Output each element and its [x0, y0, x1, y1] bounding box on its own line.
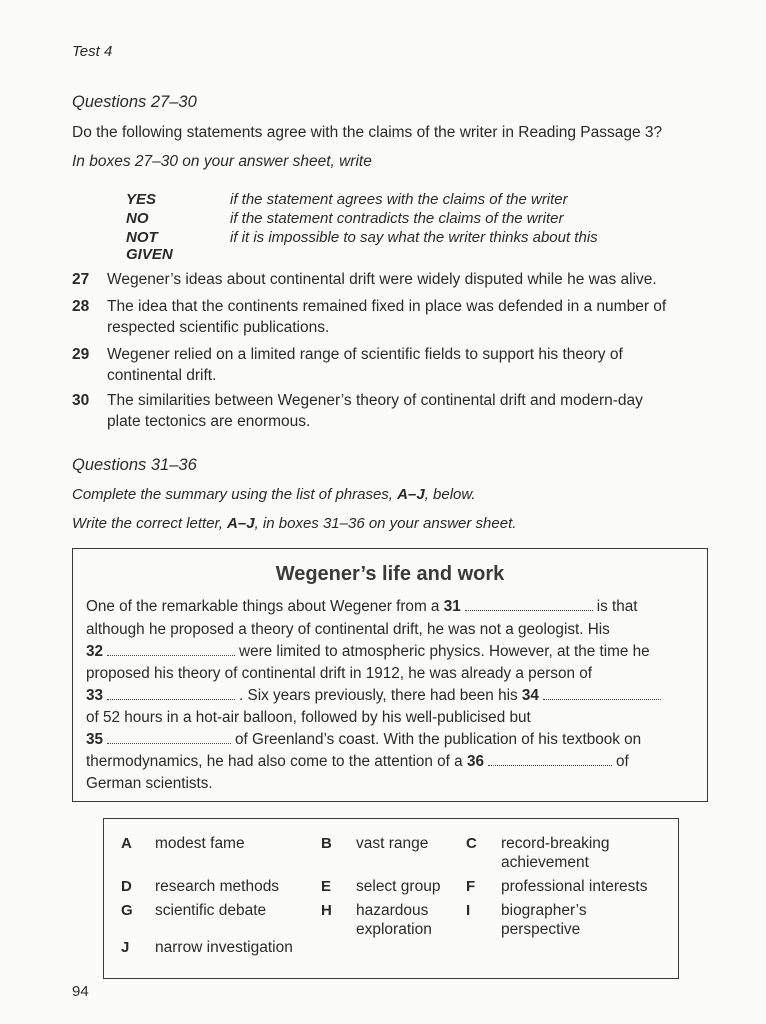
statement-line: continental drift.	[107, 367, 217, 384]
option-c	[501, 834, 610, 872]
option-text: achievement	[501, 854, 589, 871]
summary-line	[86, 643, 650, 661]
option-letter: G	[121, 902, 133, 919]
summary-line: proposed his theory of continental drift in 1912, he was already a person of	[86, 665, 592, 682]
answer-gap-31[interactable]	[465, 609, 593, 611]
option-text: perspective	[501, 921, 581, 938]
instruction-text: Write the correct letter,	[72, 515, 228, 532]
statement-number: 27	[72, 271, 90, 288]
option-g	[155, 901, 266, 920]
gap-number: 33	[86, 687, 104, 704]
option-letter: E	[321, 878, 332, 895]
option-d	[155, 877, 279, 896]
option-text: select group	[356, 878, 441, 895]
answer-gap-35[interactable]	[107, 742, 231, 744]
summary-line: German scientists.	[86, 775, 213, 792]
summary-line: of 52 hours in a hot-air balloon, followed by his well-publicised but	[86, 709, 531, 726]
option-text: exploration	[356, 921, 432, 938]
option-text: record-breaking	[501, 835, 610, 852]
statement-line: Wegener’s ideas about continental drift were widely disputed while he was alive.	[107, 271, 657, 288]
option-j	[155, 938, 293, 957]
option-f	[501, 877, 647, 896]
option-letter: B	[321, 835, 332, 852]
summary-text: One of the remarkable things about Wegener from a	[86, 598, 440, 615]
statement-line: The idea that the continents remained fixed in place was defended in a number of	[107, 298, 667, 315]
option-a	[155, 834, 245, 853]
statement-line: plate tectonics are enormous.	[107, 413, 311, 430]
statement-number: 30	[72, 392, 90, 409]
answer-gap-33[interactable]	[107, 698, 235, 700]
section1-instruction: Do the following statements agree with the claims of the writer in Reading Passage 3?	[72, 124, 663, 141]
option-letter: J	[121, 939, 130, 956]
summary-text: were limited to atmospheric physics. However, at the time he	[239, 643, 650, 660]
key-term: NOT GIVEN	[126, 229, 173, 263]
gap-number: 35	[86, 731, 104, 748]
key-definition: if the statement agrees with the claims of the writer	[230, 191, 568, 208]
option-letter: I	[466, 902, 471, 919]
option-letter: F	[466, 878, 476, 895]
statement-line: The similarities between Wegener’s theory of continental drift and modern-day	[107, 392, 643, 409]
summary-line	[86, 598, 638, 616]
answer-gap-32[interactable]	[107, 654, 235, 656]
option-letter: C	[466, 835, 477, 852]
summary-text: of Greenland’s coast. With the publication of his textbook on	[235, 731, 642, 748]
option-text: biographer’s	[501, 902, 587, 919]
gap-number: 34	[521, 687, 539, 704]
instruction-text: , below.	[424, 486, 476, 503]
statement-line: Wegener relied on a limited range of scientific fields to support his theory of	[107, 346, 623, 363]
key-definition: if it is impossible to say what the writer thinks about this	[230, 229, 598, 246]
summary-text: of	[615, 753, 629, 770]
gap-number: 31	[443, 598, 461, 615]
summary-line	[86, 687, 665, 705]
option-b	[356, 834, 428, 853]
statement-text	[107, 296, 707, 338]
section2-instruction-1	[72, 486, 476, 503]
questions-31-36-heading: Questions 31–36	[72, 456, 197, 474]
statement-number: 29	[72, 346, 90, 363]
option-letter: D	[121, 878, 132, 895]
statement-text	[107, 344, 707, 386]
page-number: 94	[72, 983, 89, 1000]
instruction-range: A–J	[227, 515, 255, 532]
instruction-text: , in boxes 31–36 on your answer sheet.	[254, 515, 517, 532]
summary-line	[86, 731, 641, 749]
option-text: research methods	[155, 878, 280, 895]
option-text: vast range	[356, 835, 429, 852]
answer-gap-34[interactable]	[543, 698, 661, 700]
key-definition: if the statement contradicts the claims of the writer	[230, 210, 564, 227]
option-h	[356, 901, 432, 939]
summary-line: although he proposed a theory of continental drift, he was not a geologist. His	[86, 621, 610, 638]
answer-gap-36[interactable]	[488, 764, 612, 766]
option-text: narrow investigation	[155, 939, 293, 956]
section1-sub-instruction: In boxes 27–30 on your answer sheet, write	[72, 153, 372, 170]
key-term: YES	[126, 191, 157, 208]
statement-text	[107, 269, 707, 290]
questions-27-30-heading: Questions 27–30	[72, 93, 197, 111]
option-e	[356, 877, 440, 896]
option-i	[501, 901, 587, 939]
option-letter: H	[321, 902, 332, 919]
instruction-text: Complete the summary using the list of phrases,	[72, 486, 398, 503]
summary-line	[86, 753, 629, 771]
summary-box	[72, 548, 708, 802]
summary-text: thermodynamics, he had also come to the attention of a	[86, 753, 463, 770]
summary-title: Wegener’s life and work	[275, 563, 505, 585]
option-text: professional interests	[501, 878, 648, 895]
phrase-options-box	[103, 818, 679, 979]
statement-line: respected scientific publications.	[107, 319, 330, 336]
instruction-range: A–J	[397, 486, 425, 503]
gap-number: 32	[86, 643, 104, 660]
option-text: scientific debate	[155, 902, 267, 919]
key-term: NO	[126, 210, 149, 227]
summary-text: is that	[596, 598, 638, 615]
option-text: hazardous	[356, 902, 429, 919]
summary-text: . Six years previously, there had been his	[239, 687, 518, 704]
statement-text	[107, 390, 707, 432]
section2-instruction-2	[72, 515, 516, 532]
option-letter: A	[121, 835, 132, 852]
gap-number: 36	[466, 753, 484, 770]
test-label: Test 4	[72, 43, 113, 60]
statement-number: 28	[72, 298, 90, 315]
option-text: modest fame	[155, 835, 245, 852]
